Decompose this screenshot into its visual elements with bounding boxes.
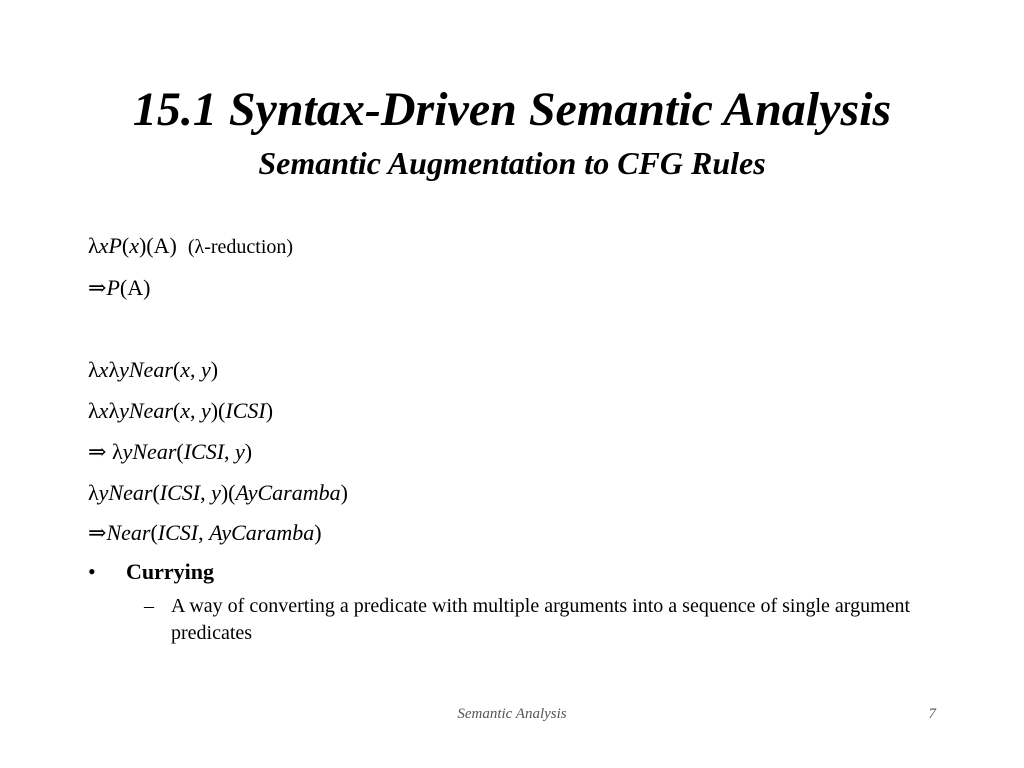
implies-arrow: ⇒ [88,275,107,300]
sub-bullet-text: A way of converting a predicate with multiple arguments into a sequence of single argument predicates [171,595,911,644]
implies-arrow: ⇒ [88,520,107,545]
formula-line-2: ⇒P(A) [88,275,151,300]
lambda-symbol: λ [88,233,99,258]
argument-x: x [129,233,139,258]
variable-x: x [98,233,109,258]
formula-line-5: ⇒ λyNear(ICSI, y) [88,439,253,464]
predicate-p: P [108,233,122,258]
predicate-p: P [106,275,120,300]
bullet-mark: • [88,559,96,584]
reduction-note: (λ-reduction) [187,236,294,258]
sub-bullet-dash: – [144,595,154,617]
slide-title: 15.1 Syntax-Driven Semantic Analysis [132,83,892,136]
sub-bullet-definition [144,593,944,647]
formula-line-6: λyNear(ICSI, y)(AyCaramba) [88,480,348,505]
implies-arrow: ⇒ [88,439,107,464]
formula-line-7: ⇒Near(ICSI, AyCaramba) [88,520,322,545]
page-number: 7 [928,706,936,722]
footer-title: Semantic Analysis [457,706,567,722]
formula-line-3: λxλyNear(x, y) [88,357,219,382]
bullet-currying [88,558,214,586]
slide-subtitle: Semantic Augmentation to CFG Rules [258,145,766,181]
formula-line-1: λxP(x)(A) (λ-reduction) [88,233,294,258]
bullet-label: Currying [126,559,214,584]
formula-line-4: λxλyNear(x, y)(ICSI) [88,398,274,423]
